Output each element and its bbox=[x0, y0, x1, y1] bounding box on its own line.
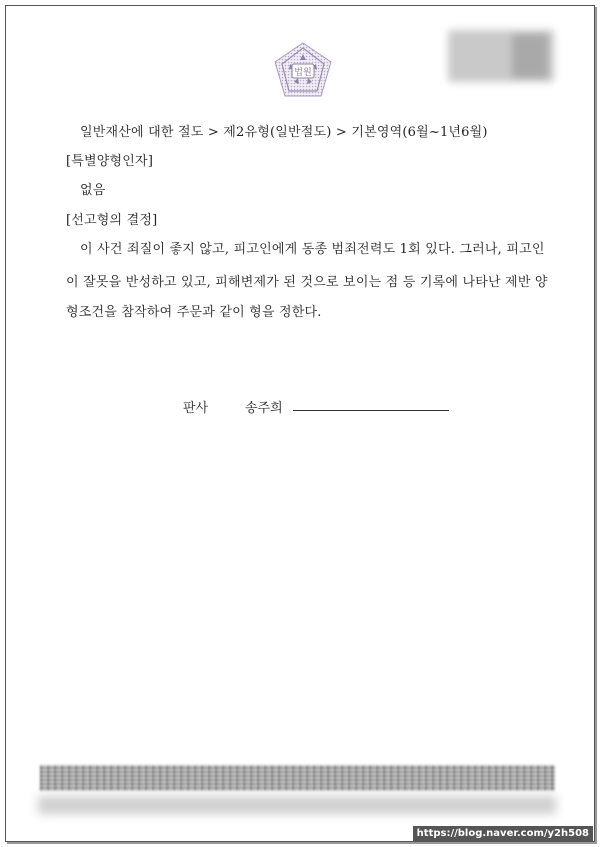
sentencing-paragraph-line: 이 잘못을 반성하고 있고, 피해변제가 된 것으로 보이는 점 등 기록에 나타난 제반 양 bbox=[66, 275, 548, 290]
redacted-band bbox=[40, 765, 555, 791]
court-seal-icon bbox=[272, 40, 334, 102]
special-factor-value: 없음 bbox=[80, 183, 106, 198]
blog-watermark: https://blog.naver.com/y2h508 bbox=[413, 826, 593, 842]
special-factor-heading: [특별양형인자] bbox=[66, 154, 154, 169]
sentencing-paragraph-line: 이 사건 죄질이 좋지 않고, 피고인에게 동종 범죄전력도 1회 있다. 그러나, 피고인 bbox=[80, 242, 545, 257]
judge-title: 판사 bbox=[183, 401, 209, 416]
redacted-footer bbox=[38, 796, 556, 814]
seal-text: 법원 bbox=[294, 68, 312, 78]
sentencing-decision-heading: [선고형의 결정] bbox=[66, 213, 158, 228]
redacted-case-number bbox=[448, 30, 554, 82]
judge-name: 송주희 bbox=[245, 401, 283, 416]
sentencing-criteria-line: 일반재산에 대한 절도 > 제2유형(일반절도) > 기본영역(6월~1년6월) bbox=[80, 125, 488, 140]
sentencing-paragraph-line: 형조건을 참작하여 주문과 같이 형을 정한다. bbox=[66, 305, 322, 320]
signature-line bbox=[293, 410, 449, 411]
